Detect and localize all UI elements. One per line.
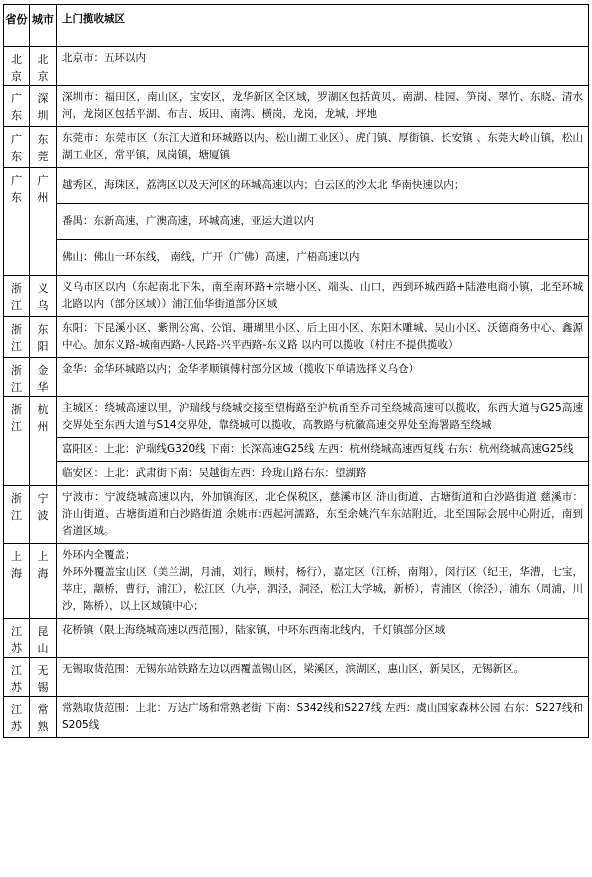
city-char: 乌 (37, 299, 49, 312)
province-char: 浙 (11, 492, 22, 505)
province-char: 东 (11, 191, 22, 204)
province-char: 浙 (11, 364, 22, 377)
province-cell (4, 658, 30, 697)
table-row (4, 240, 589, 276)
province-char: 浙 (11, 323, 22, 336)
city-char: 圳 (37, 109, 49, 122)
city-char: 昆 (37, 625, 49, 638)
province-cell (4, 397, 30, 486)
area-cell: 东阳：下昆溪小区、紫荆公寓、公馆、珊瑚里小区、后上田小区、东阳木雕城、吴山小区、沃德商务中心、鑫源中心。加东义路-城南西路-人民路-兴平西路-东义路 以内可以揽收（村庄不提供揽收） (57, 317, 589, 358)
province-cell (4, 697, 30, 738)
city-cell (30, 397, 57, 486)
province-char: 海 (11, 567, 22, 580)
header-province-text: 省份 (5, 13, 28, 26)
area-cell: 花桥镇（限上海绕城高速以西范围），陆家镇，中环东西南北线内，千灯镇部分区域 (57, 619, 589, 658)
header-city-text: 城市 (32, 13, 54, 26)
area-cell: 北京市：五环以内 (57, 47, 589, 86)
province-cell (4, 47, 30, 86)
city-char: 山 (37, 642, 49, 655)
table-body (4, 47, 589, 738)
table-row (4, 86, 589, 127)
table-row (4, 276, 589, 317)
city-char: 阳 (37, 340, 49, 353)
area-cell: 越秀区，海珠区，荔湾区以及天河区的环城高速以内；白云区的沙太北 华南快速以内； (57, 168, 589, 204)
province-char: 东 (11, 150, 22, 163)
city-char: 深 (37, 92, 49, 105)
province-cell (4, 317, 30, 358)
province-char: 京 (11, 70, 22, 83)
city-cell (30, 358, 57, 397)
province-char: 东 (11, 109, 22, 122)
table-row (4, 619, 589, 658)
province-char: 江 (11, 664, 22, 677)
city-cell (30, 127, 57, 168)
province-char: 浙 (11, 403, 22, 416)
city-cell (30, 86, 57, 127)
city-cell (30, 658, 57, 697)
table-row (4, 658, 589, 697)
city-char: 广 (37, 174, 49, 187)
city-char: 上 (37, 550, 49, 563)
table-row (4, 544, 589, 619)
header-province (4, 5, 30, 47)
province-cell (4, 486, 30, 544)
city-char: 华 (37, 381, 49, 394)
city-char: 北 (37, 53, 49, 66)
city-char: 杭 (37, 403, 49, 416)
city-char: 东 (37, 323, 49, 336)
area-cell: 外环内全覆盖； 外环外覆盖宝山区（美兰湖，月浦，刘行，顾村，杨行），嘉定区（江桥，南翔），闵行区（纪王，华漕，七宝，莘庄，颛桥，曹行，浦江），松江区（九亭，泗泾，洞泾，松江大学城，新桥），青浦区（徐泾），浦东（周浦，川沙，陈桥），以上区域镇中心； (57, 544, 589, 619)
area-cell: 富阳区：上北：沪瑞线G320线 下南：长深高速G25线 左西：杭州绕城高速西复线 右东：杭州绕城高速G25线 (57, 438, 589, 462)
province-char: 江 (11, 509, 22, 522)
area-cell: 佛山：佛山一环东线， 南线，广开（广佛）高速，广梧高速以内 (57, 240, 589, 276)
table-row (4, 127, 589, 168)
province-char: 江 (11, 340, 22, 353)
area-cell: 东莞市：东莞市区（东江大道和环城路以内、松山湖工业区）、虎门镇、厚街镇、长安镇 、东莞大岭山镇，松山湖工业区，常平镇，凤岗镇，塘厦镇 (57, 127, 589, 168)
city-cell (30, 47, 57, 86)
city-char: 金 (37, 364, 49, 377)
city-char: 州 (37, 191, 49, 204)
table-row (4, 697, 589, 738)
province-char: 广 (11, 174, 22, 187)
province-char: 江 (11, 703, 22, 716)
province-char: 广 (11, 133, 22, 146)
province-char: 上 (11, 550, 22, 563)
province-cell (4, 127, 30, 168)
province-char: 苏 (11, 642, 22, 655)
city-char: 莞 (37, 150, 49, 163)
city-char: 锡 (37, 681, 49, 694)
city-char: 熟 (37, 720, 49, 733)
table-row (4, 47, 589, 86)
header-city (30, 5, 57, 47)
province-char: 苏 (11, 681, 22, 694)
province-cell (4, 276, 30, 317)
city-char: 州 (37, 420, 49, 433)
area-cell: 主城区：绕城高速以里，沪瑞线与绕城交接至望梅路至沪杭甬至乔司至绕城高速可以揽收，东西大道与G25高速交界处至东西大道与S14交界处，靠绕城可以揽收，高教路与杭徽高速交界处至海署路至绕城 (57, 397, 589, 438)
city-char: 海 (37, 567, 49, 580)
table-row (4, 397, 589, 438)
province-char: 浙 (11, 282, 22, 295)
area-cell: 金华：金华环城路以内；金华孝顺镇傅村部分区域（揽收下单请选择义乌仓） (57, 358, 589, 397)
province-cell (4, 358, 30, 397)
table-row (4, 168, 589, 204)
area-cell: 临安区：上北：武肃街下南：吴越街左西：玲珑山路右东：望湖路 (57, 462, 589, 486)
city-cell (30, 317, 57, 358)
province-char: 江 (11, 420, 22, 433)
service-area-table (3, 4, 589, 738)
city-char: 东 (37, 133, 49, 146)
city-char: 宁 (37, 492, 49, 505)
table-row (4, 486, 589, 544)
city-char: 无 (37, 664, 49, 677)
header-area: 上门揽收城区 (57, 5, 589, 47)
area-cell: 无锡取货范围：无锡东站铁路左边以西覆盖锡山区，梁溪区，滨湖区，惠山区，新吴区，无锡新区。 (57, 658, 589, 697)
city-cell (30, 486, 57, 544)
area-cell: 常熟取货范围：上北：万达广场和常熟老街 下南：S342线和S227线 左西：虞山国家森林公园 右东：S227线和S205线 (57, 697, 589, 738)
city-char: 义 (37, 282, 49, 295)
province-cell (4, 619, 30, 658)
city-cell (30, 544, 57, 619)
area-cell: 深圳市：福田区，南山区，宝安区，龙华新区全区域，罗湖区包括黄贝、南湖、桂园、笋岗、翠竹、东晓、清水河，龙岗区包括平湖、布吉、坂田、南湾、横岗，龙岗，龙城，坪地 (57, 86, 589, 127)
city-char: 常 (37, 703, 49, 716)
area-cell: 义乌市区以内（东起南北下朱，南至南环路+宗塘小区、端头、山口，西到环城西路+陆港电商小镇，北至环城北路以内（部分区域））浦江仙华街道部分区域 (57, 276, 589, 317)
table-row (4, 462, 589, 486)
province-char: 广 (11, 92, 22, 105)
table-row (4, 204, 589, 240)
city-char: 京 (37, 70, 49, 83)
city-cell (30, 697, 57, 738)
province-cell (4, 544, 30, 619)
province-char: 江 (11, 381, 22, 394)
area-cell: 番禺：东新高速，广澳高速，环城高速，亚运大道以内 (57, 204, 589, 240)
city-char: 波 (37, 509, 49, 522)
province-char: 苏 (11, 720, 22, 733)
province-char: 江 (11, 299, 22, 312)
table-row (4, 438, 589, 462)
table-header-row (4, 5, 589, 47)
province-cell (4, 168, 30, 276)
area-cell: 宁波市：宁波绕城高速以内，外加镇海区，北仑保税区，慈溪市区 浒山街道、古塘街道和白沙路街道 慈溪市：浒山街道、古塘街道和白沙路街道 余姚市:西起河濡路，东至余姚汽车东站附近，北至国际会展中心附近，南到省道区域。 (57, 486, 589, 544)
city-cell (30, 276, 57, 317)
province-cell (4, 86, 30, 127)
province-char: 江 (11, 625, 22, 638)
city-cell (30, 619, 57, 658)
city-cell (30, 168, 57, 276)
table-row (4, 358, 589, 397)
province-char: 北 (11, 53, 22, 66)
table-row (4, 317, 589, 358)
